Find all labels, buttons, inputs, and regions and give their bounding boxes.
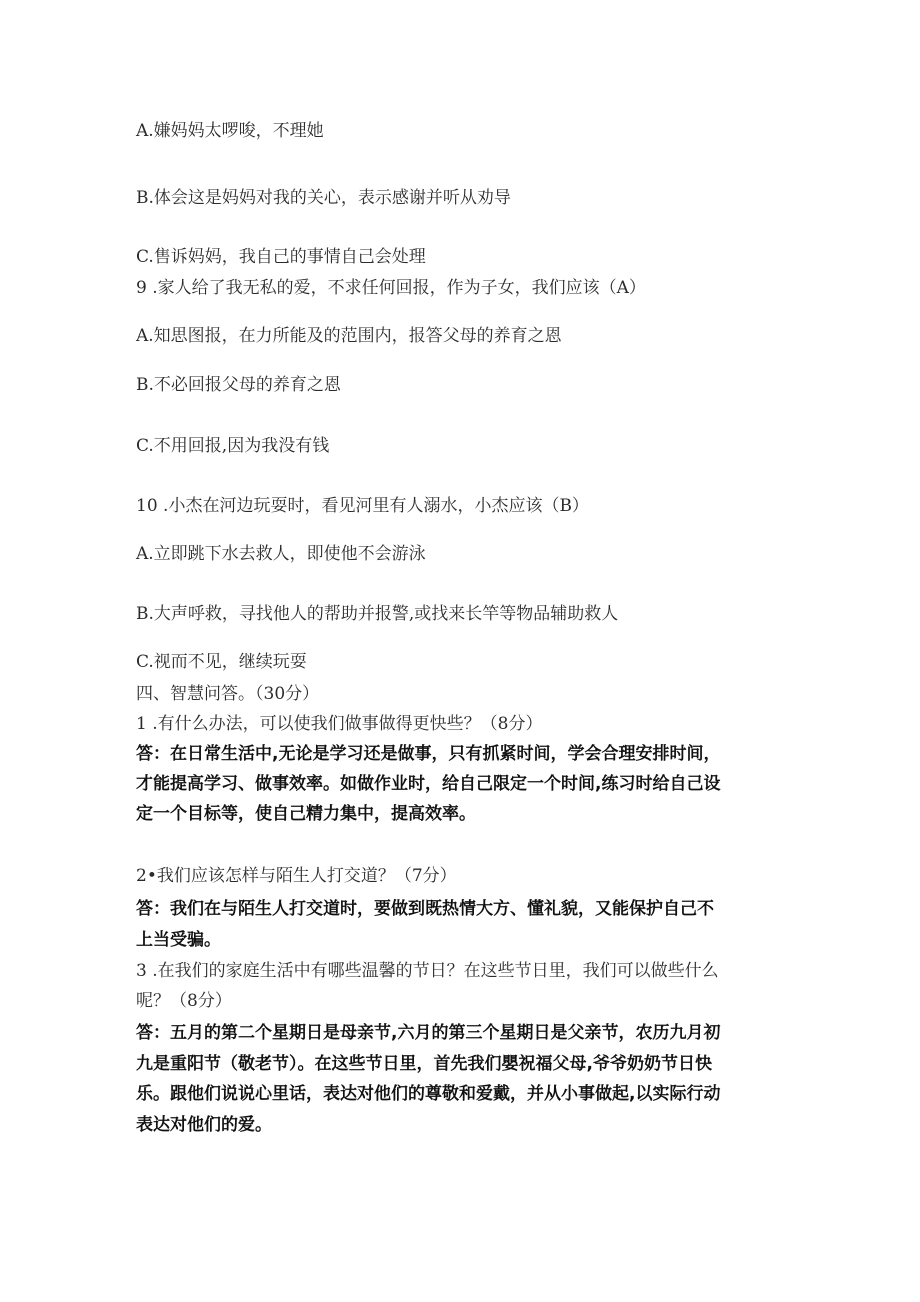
q8-option-b: B.体会这是妈妈对我的关心，表示感谢并听从劝导: [136, 188, 511, 208]
s4-q1-question: 1 .有什么办法，可以使我们做事做得更快些？（8分）: [136, 714, 543, 734]
s4-q3-question-line: 呢？（8分）: [136, 991, 232, 1011]
q9-option-c: C.不用回报,因为我没有钱: [136, 436, 330, 456]
q9-option-a: A.知思图报，在力所能及的范围内，报答父母的养育之恩: [136, 326, 562, 346]
q10-option-b: B.大声呼救，寻找他人的帮助并报警,或找来长竿等物品辅助救人: [136, 604, 619, 624]
q9-option-b: B.不必回报父母的养育之恩: [136, 375, 341, 395]
s4-q3-answer-line: 乐。跟他们说说心里话，表达对他们的尊敬和爱戴，并从小事做起,以实际行动: [136, 1084, 721, 1104]
q8-option-a: A.嫌妈妈太啰唆，不理她: [136, 121, 324, 141]
s4-q1-answer-line: 才能提高学习、做事效率。如做作业时，给自己限定一个时间,练习时给自己设: [136, 774, 721, 794]
s4-q3-answer-line: 表达对他们的爱。: [136, 1115, 272, 1135]
q10-option-a: A.立即跳下水去救人，即使他不会游泳: [136, 544, 426, 564]
q10-option-c: C.视而不见，继续玩耍: [136, 652, 307, 672]
q10-question: 10 .小杰在河边玩耍时，看见河里有人溺水，小杰应该（B）: [136, 496, 589, 516]
s4-q2-answer-line: 答：我们在与陌生人打交道时，要做到既热情大方、懂礼貌，又能保护自己不: [136, 899, 714, 919]
s4-q2-question: 2•我们应该怎样与陌生人打交道？（7分）: [136, 866, 457, 886]
q8-option-c: C.售诉妈妈，我自己的事情自己会处理: [136, 247, 426, 267]
s4-q3-answer-line: 九是重阳节（敬老节）。在这些节日里，首先我们嬰祝福父母,爷爷奶奶节日快: [136, 1054, 712, 1074]
s4-q3-answer-line: 答：五月的第二个星期日是母亲节,六月的第三个星期日是父亲节，农历九月初: [136, 1023, 721, 1043]
s4-q1-answer-line: 定一个目标等，使自己精力集中，提高效率。: [136, 804, 476, 824]
section-heading: 四、智慧问答。（30分）: [136, 684, 320, 704]
s4-q1-answer-line: 答：在日常生活中,无论是学习还是做事，只有抓紧时间，学会合理安排时间，: [136, 744, 721, 764]
q9-question: 9 .家人给了我无私的爱，不求任何回报，作为子女，我们应该（A）: [136, 278, 646, 298]
s4-q3-question-line: 3 .在我们的家庭生活中有哪些温馨的节日？在这些节日里，我们可以做些什么: [136, 961, 719, 981]
s4-q2-answer-line: 上当受骗。: [136, 930, 221, 950]
